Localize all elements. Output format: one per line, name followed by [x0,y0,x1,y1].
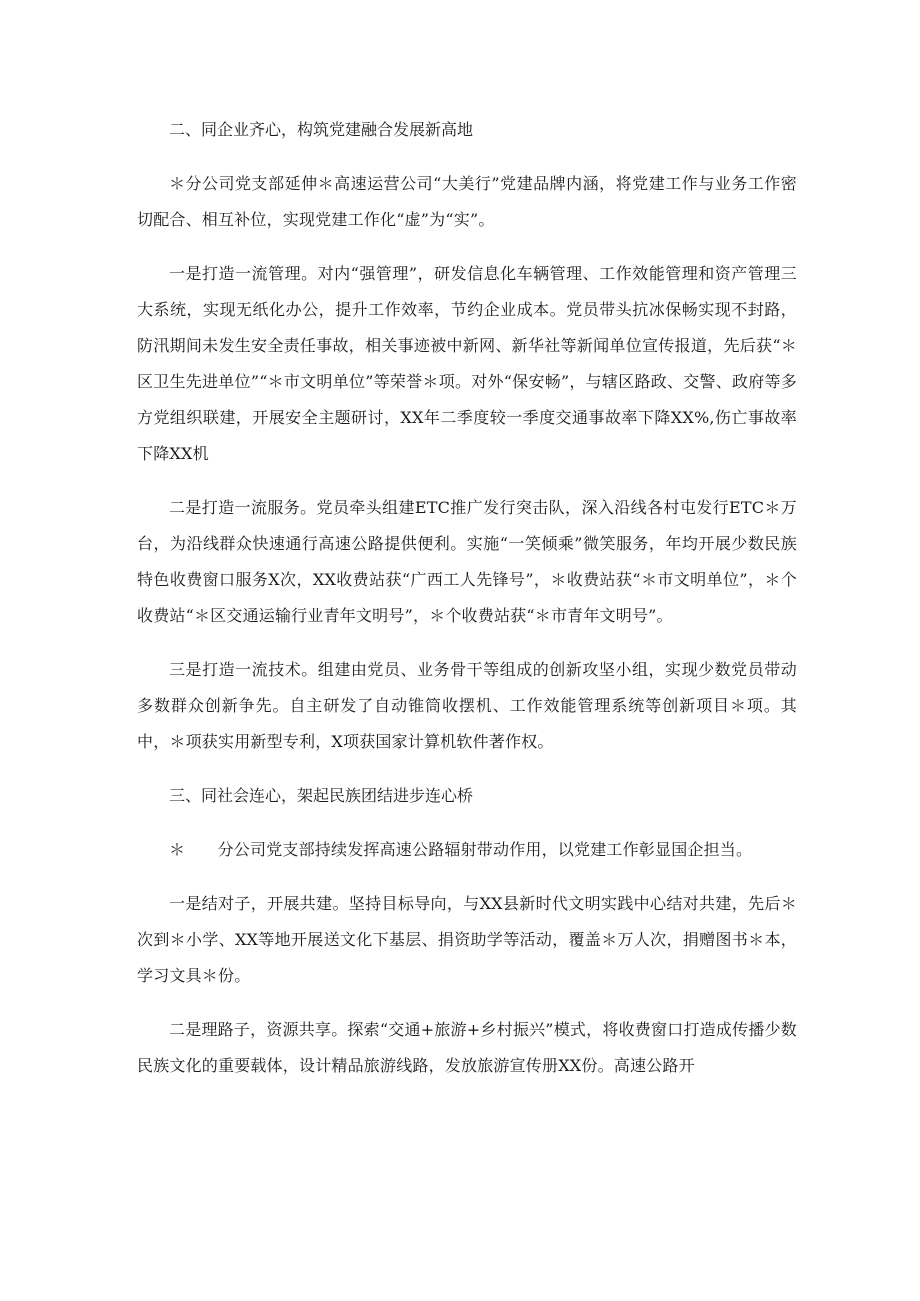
section-heading-3: 三、同社会连心，架起民族团结进步连心桥 [169,786,474,805]
section-heading-2: 二、同企业齐心，构筑党建融合发展新高地 [169,120,474,139]
route-paragraph: 二是理路子，资源共享。探索“交通+旅游+乡村振兴”模式，将收费窗口打造成传播少数民族文化的重要载体，设计精品旅游线路，发放旅游宣传册XX份。高速公路开 [137,1020,797,1075]
technology-paragraph: 三是打造一流技术。组建由党员、业务骨干等组成的创新攻坚小组，实现少数党员带动多数群众创新争先。自主研发了自动锥筒收摆机、工作效能管理系统等创新项目＊项。其中，＊项获实用新型专利，X项获国家计算机软件著作权。 [137,660,797,751]
management-paragraph: 一是打造一流管理。对内“强管理”，研发信息化车辆管理、工作效能管理和资产管理三大系统，实现无纸化办公，提升工作效率，节约企业成本。党员带头抗冰保畅实现不封路，防汛期间未发生安全责任事故，相关事迹被中新网、新华社等新闻单位宣传报道，先后获“＊区卫生先进单位”“＊市文明单位”等荣誉＊项。对外“保安畅”，与辖区路政、交警、政府等多方党组织联建，开展安全主题研讨，XX年二季度较一季度交通事故率下降XX%,伤亡事故率下降XX机 [137,264,797,463]
section-3-intro-paragraph: ＊ 分公司党支部持续发挥高速公路辐射带动作用，以党建工作彰显国企担当。 [169,840,753,859]
document-body [137,112,797,1102]
pairing-paragraph: 一是结对子，开展共建。坚持目标导向，与XX县新时代文明实践中心结对共建，先后＊次到＊小学、XX等地开展送文化下基层、捐资助学等活动，覆盖＊万人次，捐赠图书＊本，学习文具＊份。 [137,894,797,985]
section-2-intro-paragraph: ＊分公司党支部延伸＊高速运营公司“大美行”党建品牌内涵，将党建工作与业务工作密切配合、相互补位，实现党建工作化“虚”为“实”。 [137,174,797,229]
service-paragraph: 二是打造一流服务。党员牵头组建ETC推广发行突击队，深入沿线各村屯发行ETC＊万台，为沿线群众快速通行高速公路提供便利。实施“一笑倾乘”微笑服务，年均开展少数民族特色收费窗口服务X次，XX收费站获“广西工人先锋号”，＊收费站获“＊市文明单位”，＊个收费站“＊区交通运输行业青年文明号”，＊个收费站获“＊市青年文明号”。 [137,498,797,625]
